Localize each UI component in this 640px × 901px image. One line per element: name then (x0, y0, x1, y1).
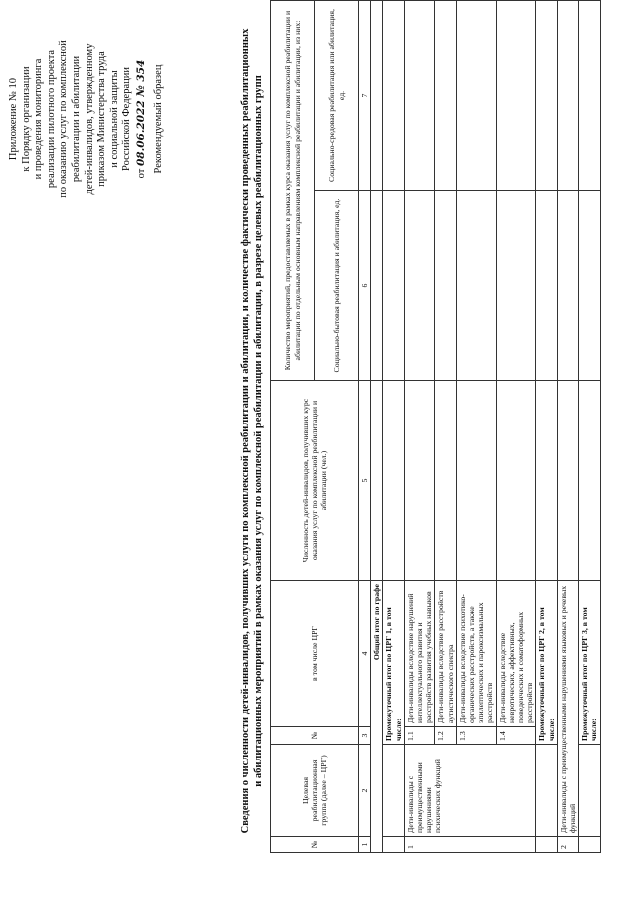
col-number: 6 (359, 191, 371, 381)
appendix-line: Российской Федерации (121, 67, 133, 171)
appendix-line: реабилитации и абилитации (70, 55, 82, 183)
table-row (435, 0, 456, 852)
col-number: 5 (359, 381, 371, 581)
header-events-count: Количество мероприятий, предоставляемых в рамках курса оказания услуг по комплексной реабилитации и абилитации по отдельным основным направлениям комплексной реабилитации и абилитации, из них: (271, 0, 315, 380)
col-number: 3 (359, 727, 371, 745)
appendix-line: Приложение № 10 (8, 77, 19, 161)
subtotal-label-1: Промежуточный итог по ЦРГ 1, в том числе: (383, 581, 404, 745)
table-cell (456, 191, 496, 381)
table-cell (579, 0, 600, 190)
table-cell (536, 837, 557, 853)
appendix-line: детей-инвалидов, утвержденному (83, 43, 95, 195)
table-cell (579, 837, 600, 853)
table-cell (404, 0, 435, 190)
table-cell (383, 837, 404, 853)
table-cell (496, 191, 536, 381)
col-number: 1 (359, 837, 371, 853)
table-cell (557, 381, 578, 581)
group-number: 1 (404, 837, 536, 853)
table-cell (579, 745, 600, 837)
handwritten-order-number: 08.06.2022 № 354 (134, 59, 147, 167)
subtotal-row (579, 0, 600, 852)
recommended-sample-label: Рекомендуемый образец (152, 64, 164, 174)
total-label: Общий итог по графе (371, 581, 383, 853)
col-number: 7 (359, 0, 371, 190)
subtotal-row (383, 0, 404, 852)
appendix-line: к Порядку организации (20, 66, 32, 172)
table-cell (536, 381, 557, 581)
table-cell (536, 191, 557, 381)
table-cell (557, 0, 578, 190)
table-cell (496, 381, 536, 581)
table-cell (383, 0, 404, 190)
table-row (456, 0, 496, 852)
appendix-line: реализации пилотного проекта (45, 49, 57, 189)
row-text: Дети-инвалиды вследствие расстройств аутистического спектра (435, 581, 456, 727)
col-number: 4 (359, 581, 371, 727)
header-social-household: Социально-бытовая реабилитация и абилитация, ед. (315, 191, 359, 381)
table-cell (536, 745, 557, 837)
table-cell (496, 0, 536, 190)
header-num2: № (271, 727, 359, 745)
column-number-row (359, 0, 371, 852)
table-cell (456, 0, 496, 190)
table-cell (383, 745, 404, 837)
group-name: Дети-инвалиды с преимущественными нарушениями психических функций (404, 745, 536, 837)
table-cell (383, 191, 404, 381)
header-target-group: Целевая реабилитационная группа (далее – ЦРГ) (271, 745, 359, 837)
document-title (240, 1, 265, 861)
table-row (496, 0, 536, 852)
table-cell (383, 381, 404, 581)
data-table (270, 0, 601, 853)
table-cell (435, 191, 456, 381)
title-line-2: и абилитационных мероприятий в рамках оказания услуг по комплексной реабилитации и абилитации, в разрезе целевых реабилитационных групп (252, 75, 264, 787)
table-cell (456, 381, 496, 581)
appendix-line: и социальной защиты (108, 70, 120, 168)
table-row (557, 0, 578, 852)
table-cell (435, 0, 456, 190)
header-num: № (271, 837, 359, 853)
col-number: 2 (359, 745, 371, 837)
total-row (371, 0, 383, 852)
subtotal-label-2: Промежуточный итог по ЦРГ 2, в том числе: (536, 581, 557, 745)
header-including-group: в том числе ЦРГ (271, 581, 359, 727)
table-header-row (271, 0, 315, 852)
appendix-line: приказом Министерства труда (96, 51, 108, 187)
order-date-line (135, 19, 149, 219)
order-prefix: от (135, 168, 147, 179)
table-row (404, 0, 435, 852)
header-social-medium: Социально-средовая реабилитация или абилитация, ед. (315, 0, 359, 190)
table-cell (435, 381, 456, 581)
row-number: 1.2 (435, 727, 456, 745)
table-cell (579, 381, 600, 581)
table-cell (536, 0, 557, 190)
row-text: Дети-инвалиды вследствие нарушений интеллектуального развития и расстройств развития учебных навыков (404, 581, 435, 727)
row-number: 1.1 (404, 727, 435, 745)
row-number: 1.4 (496, 727, 536, 745)
appendix-block (8, 19, 165, 219)
subtotal-row (536, 0, 557, 852)
table-cell (579, 191, 600, 381)
row-text: Дети-инвалиды вследствие психотико-органических расстройств, а также эпилептических и пароксизмальных расстройств (456, 581, 496, 727)
header-children-count: Численность детей-инвалидов, получивших курс оказания услуг по комплексной реабилитации и абилитации (чел.) (271, 381, 359, 581)
table-cell (371, 381, 383, 581)
table-cell (404, 191, 435, 381)
table-cell (371, 0, 383, 190)
title-line-1: Сведения о численности детей-инвалидов, получивших услуги по комплексной реабилитации и абилитации, и количестве фактически проведенных реабилитационных (240, 28, 251, 834)
row-number: 1.3 (456, 727, 496, 745)
appendix-line: по оказанию услуг по комплексной (58, 40, 70, 198)
group-number: 2 (557, 837, 578, 853)
appendix-line: и проведения мониторинга (33, 58, 45, 180)
group-name: Дети-инвалиды с преимущественными нарушениями языковых и речевых функций (557, 581, 578, 837)
row-text: Дети-инвалиды вследствие невротических, аффективных, поведенческих и соматоформных расстройств (496, 581, 536, 727)
subtotal-label-3: Промежуточный итог по ЦРГ 3, в том числе: (579, 581, 600, 745)
table-cell (557, 191, 578, 381)
table-cell (371, 191, 383, 381)
table-cell (404, 381, 435, 581)
